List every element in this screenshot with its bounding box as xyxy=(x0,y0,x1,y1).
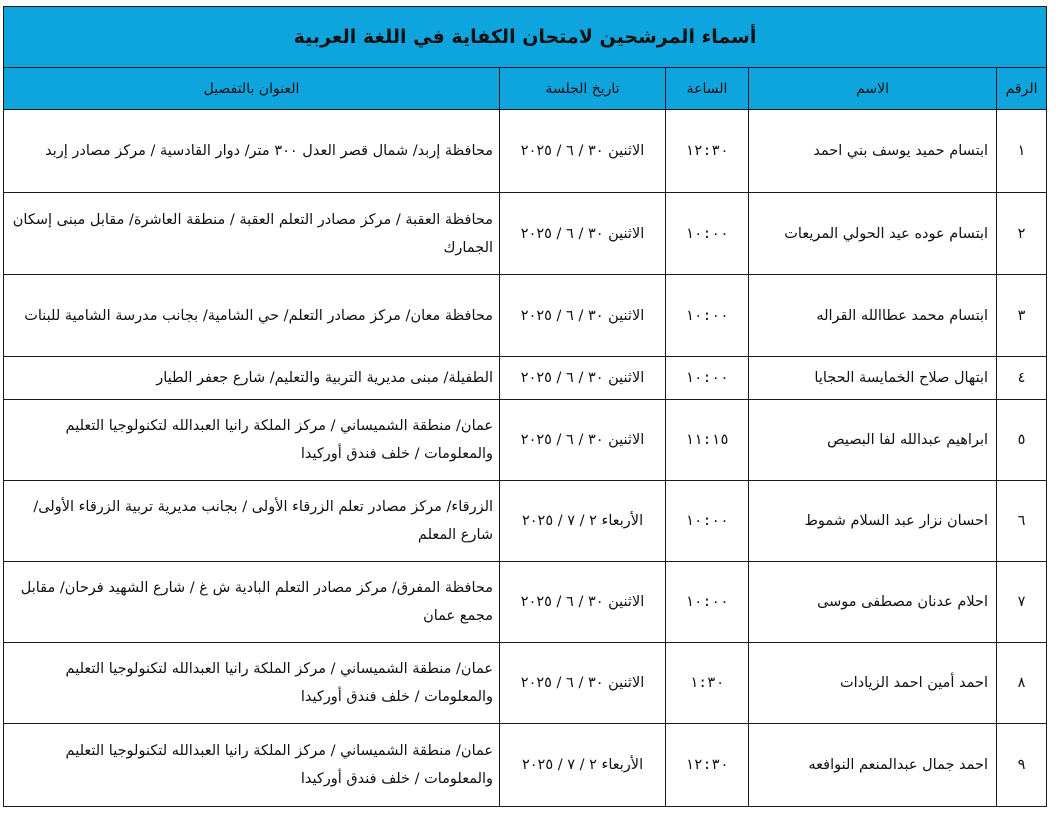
header-date: تاريخ الجلسة xyxy=(500,68,666,110)
row-time: ١٠:٠٠ xyxy=(666,275,749,357)
table-row xyxy=(4,193,1047,275)
row-date: الاثنين ٣٠ / ٦ / ٢٠٢٥ xyxy=(500,357,666,400)
header-name: الاسم xyxy=(749,68,997,110)
row-number: ٧ xyxy=(997,562,1047,643)
candidates-table xyxy=(3,6,1047,807)
header-time: الساعة xyxy=(666,68,749,110)
table-row xyxy=(4,643,1047,724)
row-address: عمان/ منطقة الشميساني / مركز الملكة رانيا العبدالله لتكنولوجيا التعليم والمعلومات / خلف فندق أوركيدا xyxy=(4,724,500,807)
row-time: ١٠:٠٠ xyxy=(666,193,749,275)
row-number: ٣ xyxy=(997,275,1047,357)
table-row xyxy=(4,110,1047,193)
row-date: الأربعاء ٢ / ٧ / ٢٠٢٥ xyxy=(500,724,666,807)
row-date: الاثنين ٣٠ / ٦ / ٢٠٢٥ xyxy=(500,643,666,724)
row-name: احمد جمال عبدالمنعم النوافعه xyxy=(749,724,997,807)
row-number: ١ xyxy=(997,110,1047,193)
row-date: الاثنين ٣٠ / ٦ / ٢٠٢٥ xyxy=(500,110,666,193)
row-time: ١٢:٣٠ xyxy=(666,724,749,807)
row-name: ابراهيم عبدالله لفا البصيص xyxy=(749,400,997,481)
row-address: الطفيلة/ مبنى مديرية التربية والتعليم/ شارع جعفر الطيار xyxy=(4,357,500,400)
table-row xyxy=(4,481,1047,562)
table-row xyxy=(4,724,1047,807)
header-number: الرقم xyxy=(997,68,1047,110)
row-address: الزرقاء/ مركز مصادر تعلم الزرقاء الأولى / بجانب مديرية تربية الزرقاء الأولى/ شارع المعلم xyxy=(4,481,500,562)
row-date: الاثنين ٣٠ / ٦ / ٢٠٢٥ xyxy=(500,400,666,481)
row-time: ١:٣٠ xyxy=(666,643,749,724)
row-date: الأربعاء ٢ / ٧ / ٢٠٢٥ xyxy=(500,481,666,562)
row-number: ٢ xyxy=(997,193,1047,275)
row-date: الاثنين ٣٠ / ٦ / ٢٠٢٥ xyxy=(500,562,666,643)
row-address: محافظة العقبة / مركز مصادر التعلم العقبة / منطقة العاشرة/ مقابل مبنى إسكان الجمارك xyxy=(4,193,500,275)
table-row xyxy=(4,275,1047,357)
candidates-table-wrapper xyxy=(3,6,1046,807)
row-time: ١٠:٠٠ xyxy=(666,562,749,643)
row-address: محافظة المفرق/ مركز مصادر التعلم البادية ش غ / شارع الشهيد فرحان/ مقابل مجمع عمان xyxy=(4,562,500,643)
table-row xyxy=(4,562,1047,643)
row-number: ٨ xyxy=(997,643,1047,724)
row-name: ابتسام محمد عطاالله القراله xyxy=(749,275,997,357)
row-name: ابتسام حميد يوسف بني احمد xyxy=(749,110,997,193)
row-number: ٦ xyxy=(997,481,1047,562)
row-number: ٩ xyxy=(997,724,1047,807)
header-address: العنوان بالتفصيل xyxy=(4,68,500,110)
row-address: عمان/ منطقة الشميساني / مركز الملكة رانيا العبدالله لتكنولوجيا التعليم والمعلومات / خلف فندق أوركيدا xyxy=(4,643,500,724)
table-title: أسماء المرشحين لامتحان الكفاية في اللغة العربية xyxy=(4,7,1047,68)
row-number: ٤ xyxy=(997,357,1047,400)
row-time: ١٠:٠٠ xyxy=(666,357,749,400)
row-time: ١٠:٠٠ xyxy=(666,481,749,562)
row-name: احمد أمين احمد الزيادات xyxy=(749,643,997,724)
row-address: عمان/ منطقة الشميساني / مركز الملكة رانيا العبدالله لتكنولوجيا التعليم والمعلومات / خلف فندق أوركيدا xyxy=(4,400,500,481)
row-date: الاثنين ٣٠ / ٦ / ٢٠٢٥ xyxy=(500,275,666,357)
row-name: احلام عدنان مصطفى موسى xyxy=(749,562,997,643)
row-address: محافظة إربد/ شمال قصر العدل ٣٠٠ متر/ دوار القادسية / مركز مصادر إربد xyxy=(4,110,500,193)
table-row xyxy=(4,400,1047,481)
row-date: الاثنين ٣٠ / ٦ / ٢٠٢٥ xyxy=(500,193,666,275)
row-time: ١٢:٣٠ xyxy=(666,110,749,193)
row-time: ١١:١٥ xyxy=(666,400,749,481)
row-name: احسان نزار عبد السلام شموط xyxy=(749,481,997,562)
row-number: ٥ xyxy=(997,400,1047,481)
table-row xyxy=(4,357,1047,400)
row-name: ابتسام عوده عيد الحولي المريعات xyxy=(749,193,997,275)
header-row xyxy=(4,68,1047,110)
row-name: ابتهال صلاح الخمايسة الحجايا xyxy=(749,357,997,400)
row-address: محافظة معان/ مركز مصادر التعلم/ حي الشامية/ بجانب مدرسة الشامية للبنات xyxy=(4,275,500,357)
